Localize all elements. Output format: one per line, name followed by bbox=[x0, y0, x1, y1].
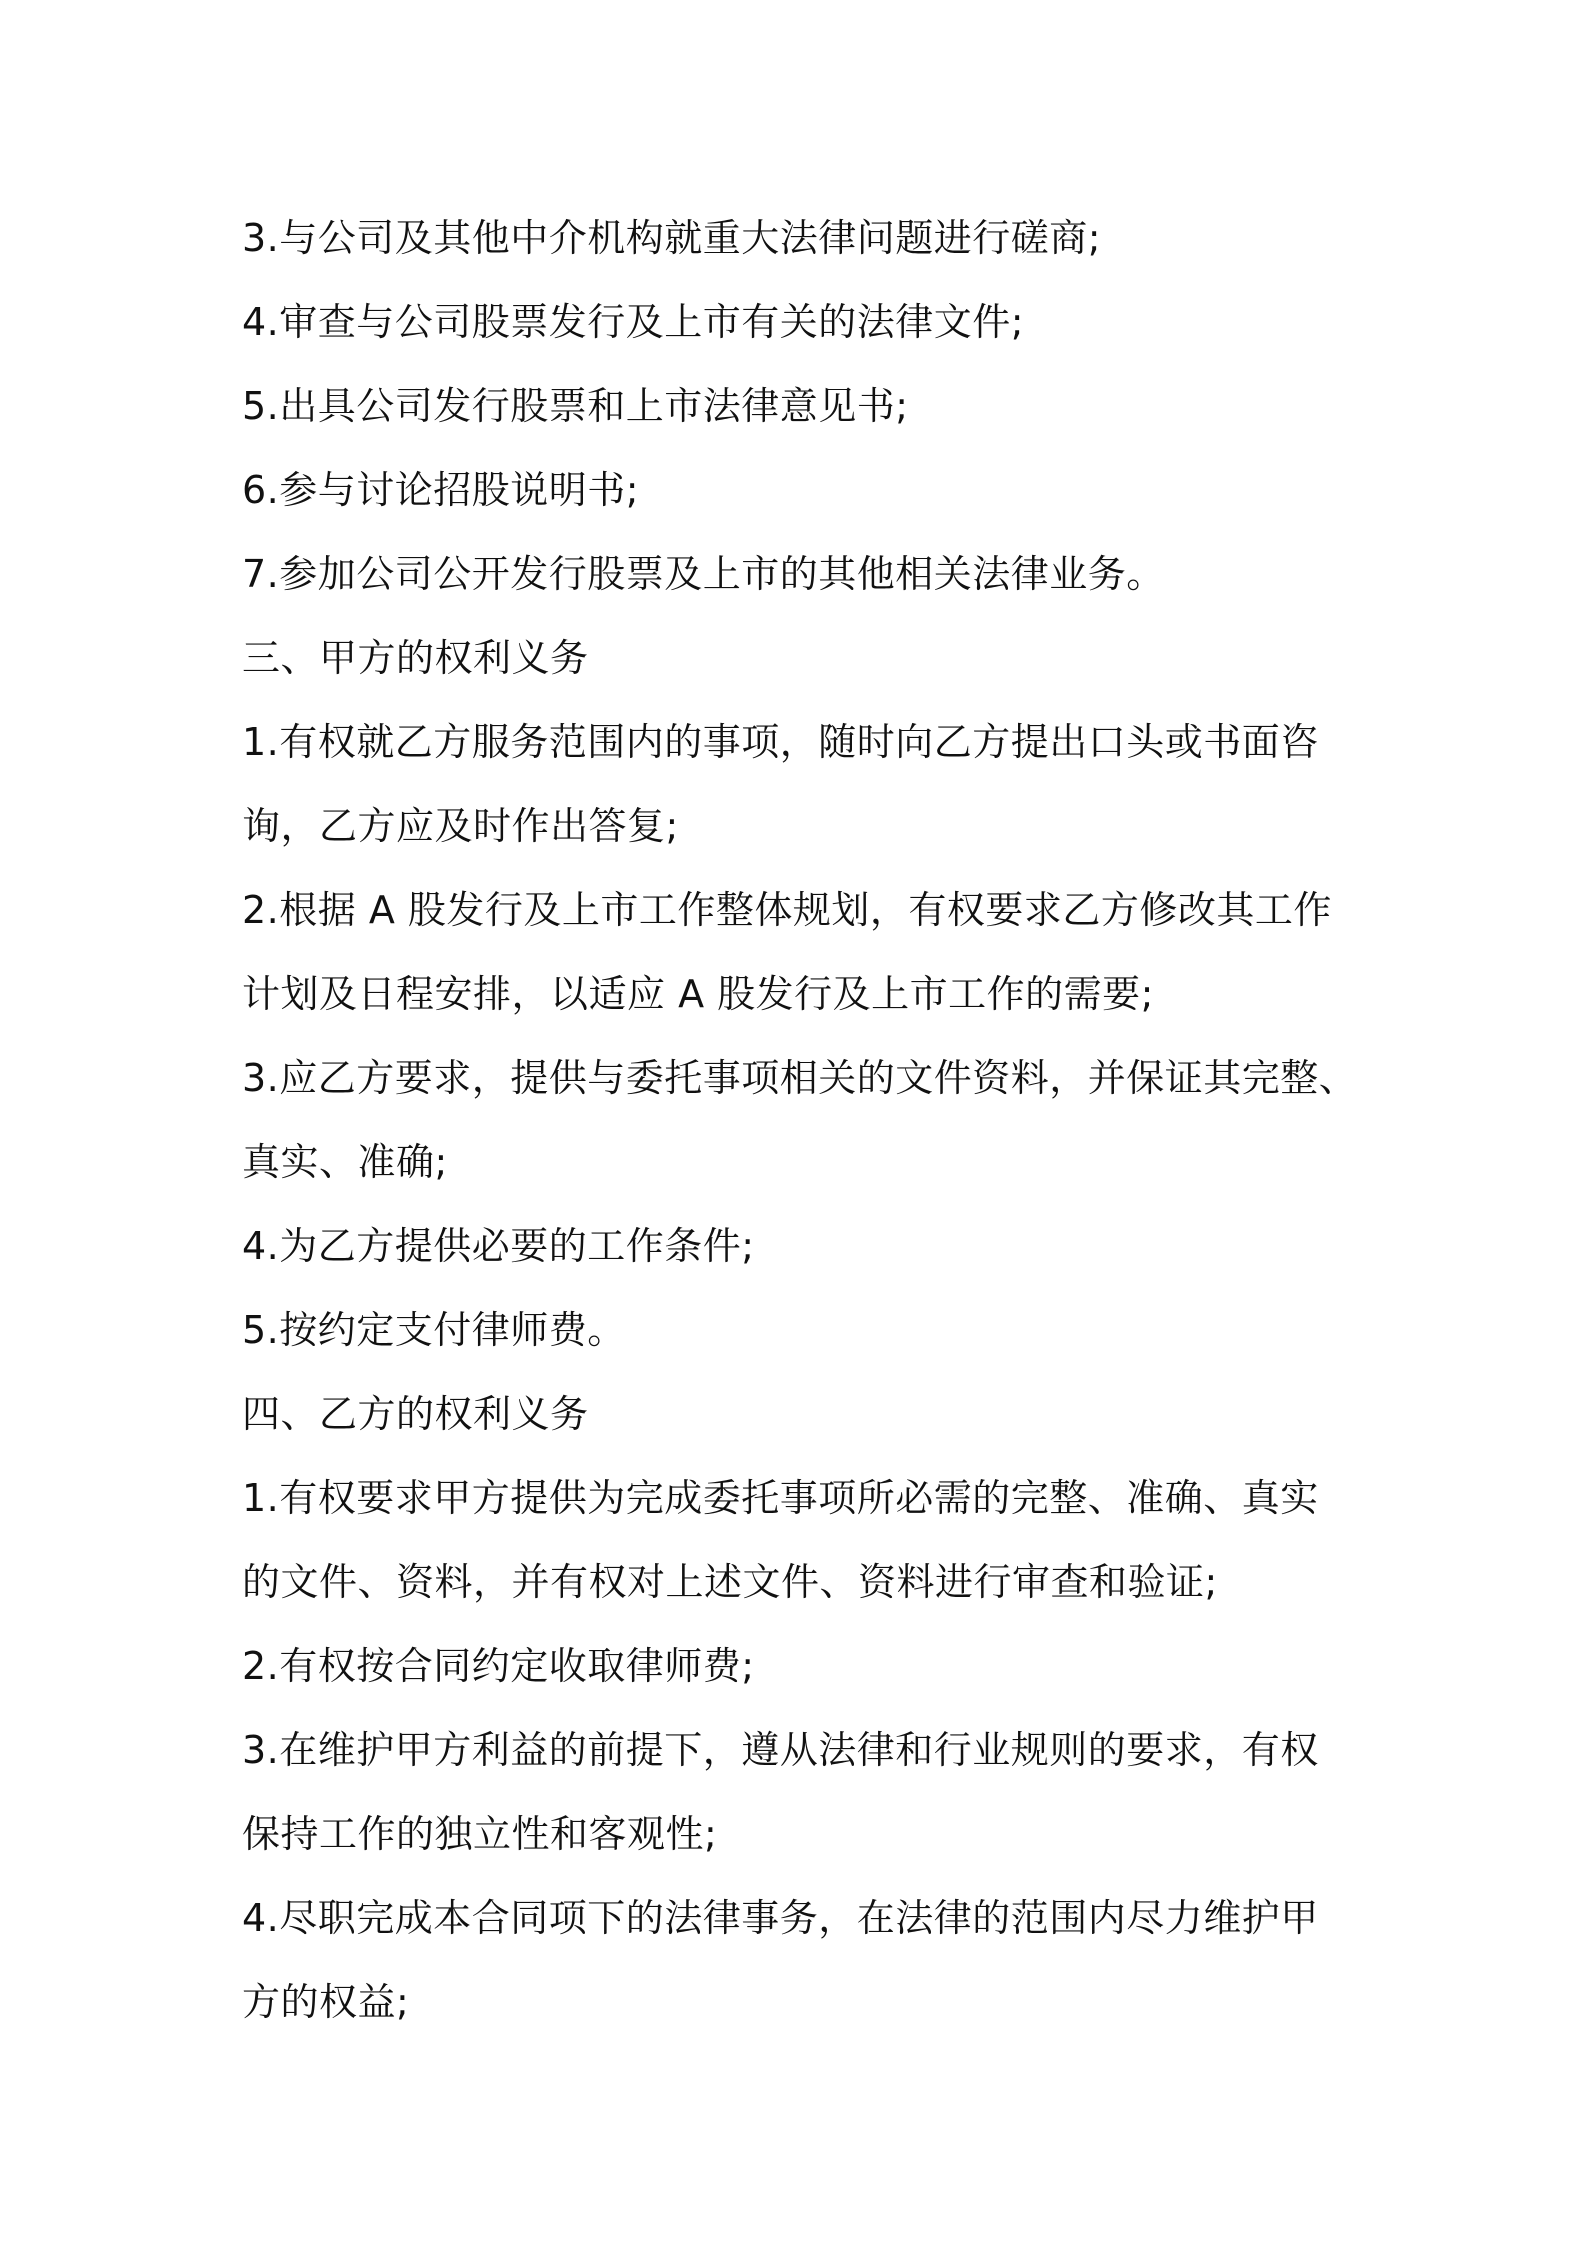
clause-line: 询，乙方应及时作出答复; bbox=[242, 804, 679, 848]
clause-line: 6.参与讨论招股说明书; bbox=[242, 468, 640, 512]
clause-line: 4.审查与公司股票发行及上市有关的法律文件; bbox=[242, 300, 1025, 344]
clause-line: 保持工作的独立性和客观性; bbox=[242, 1812, 718, 1856]
clause-line: 3.在维护甲方利益的前提下，遵从法律和行业规则的要求，有权 bbox=[242, 1728, 1319, 1772]
clause-line: 方的权益; bbox=[242, 1980, 410, 2024]
section-heading: 三、甲方的权利义务 bbox=[242, 636, 589, 680]
clause-line: 4.尽职完成本合同项下的法律事务，在法律的范围内尽力维护甲 bbox=[242, 1896, 1319, 1940]
clause-line: 3.与公司及其他中介机构就重大法律问题进行磋商; bbox=[242, 216, 1102, 260]
clause-line: 5.按约定支付律师费。 bbox=[242, 1308, 626, 1352]
clause-line: 3.应乙方要求，提供与委托事项相关的文件资料，并保证其完整、 bbox=[242, 1056, 1358, 1100]
clause-line: 1.有权就乙方服务范围内的事项，随时向乙方提出口头或书面咨 bbox=[242, 720, 1319, 764]
clause-line: 2.根据 A 股发行及上市工作整体规划，有权要求乙方修改其工作 bbox=[242, 888, 1332, 932]
document-body bbox=[242, 196, 1362, 2044]
clause-line: 的文件、资料，并有权对上述文件、资料进行审查和验证; bbox=[242, 1560, 1218, 1604]
clause-line: 真实、准确; bbox=[242, 1140, 448, 1184]
clause-line: 4.为乙方提供必要的工作条件; bbox=[242, 1224, 755, 1268]
clause-line: 5.出具公司发行股票和上市法律意见书; bbox=[242, 384, 909, 428]
clause-line: 2.有权按合同约定收取律师费; bbox=[242, 1644, 755, 1688]
clause-line: 计划及日程安排，以适应 A 股发行及上市工作的需要; bbox=[242, 972, 1154, 1016]
clause-line: 1.有权要求甲方提供为完成委托事项所必需的完整、准确、真实 bbox=[242, 1476, 1319, 1520]
section-heading: 四、乙方的权利义务 bbox=[242, 1392, 589, 1436]
clause-line: 7.参加公司公开发行股票及上市的其他相关法律业务。 bbox=[242, 552, 1165, 596]
